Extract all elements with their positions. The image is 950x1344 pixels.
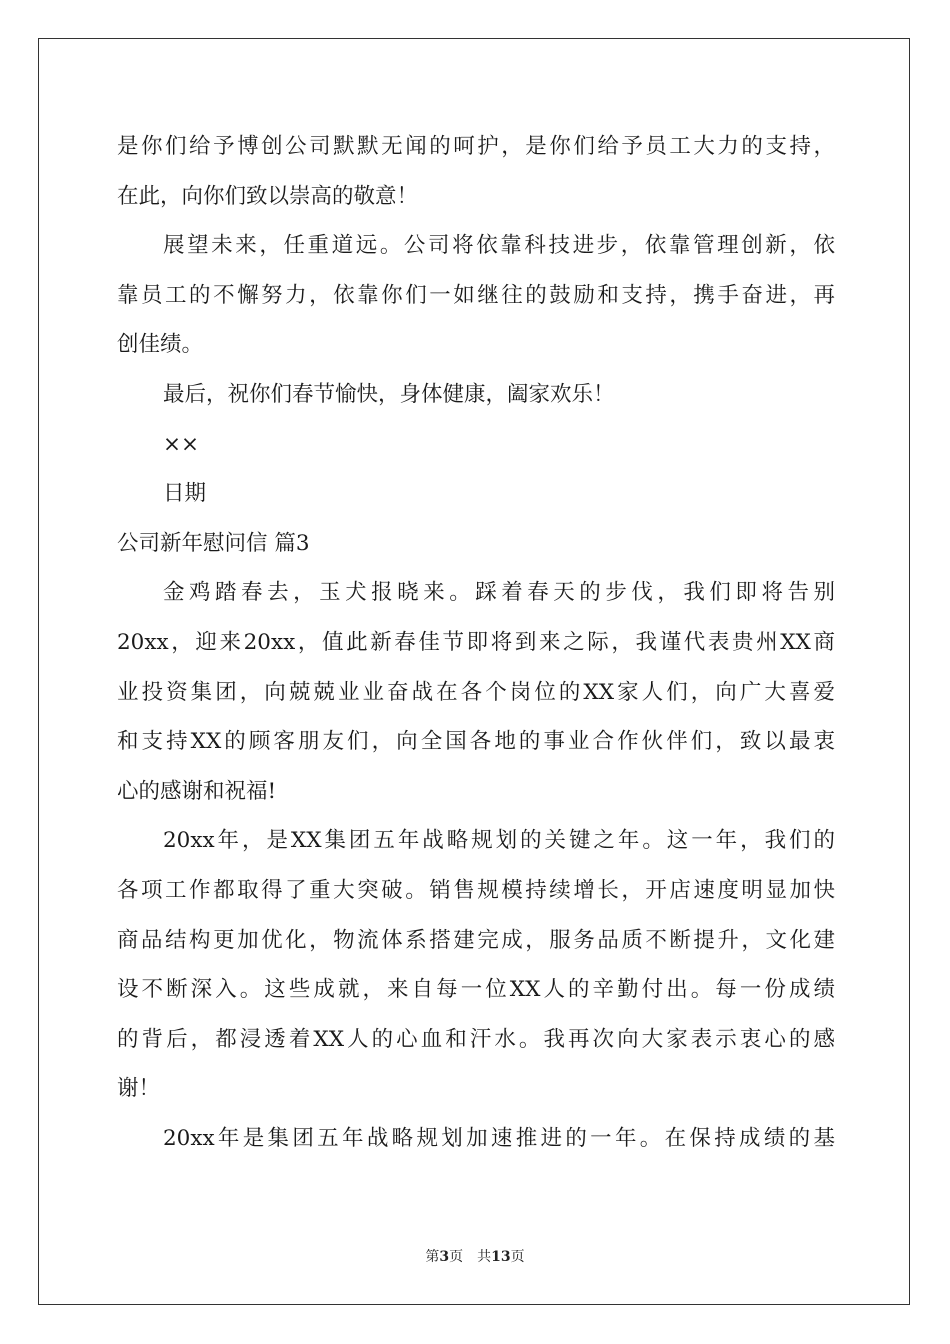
text-line: ×× — [163, 431, 200, 457]
text-line: 展望未来，任重道远。公司将依靠科技进步，依靠管理创新，依 — [163, 233, 835, 259]
page-suffix: 页 — [449, 1249, 464, 1265]
text-line: 靠员工的不懈努力，依靠你们一如继往的鼓励和支持，携手奋进，再 — [117, 282, 835, 308]
text-line: 创佳绩。 — [117, 332, 204, 358]
text-line: 心的感谢和祝福! — [117, 778, 277, 804]
total-suffix: 页 — [510, 1249, 525, 1265]
text-line: 公司新年慰问信 篇3 — [117, 530, 310, 556]
page-number: 3 — [439, 1249, 450, 1265]
text-line: 金鸡踏春去，玉犬报晓来。踩着春天的步伐，我们即将告别 — [163, 580, 835, 606]
text-line: 20xx年，是XX集团五年战略规划的关键之年。这一年，我们的 — [163, 828, 835, 854]
text-line: 是你们给予博创公司默默无闻的呵护，是你们给予员工大力的支持， — [117, 134, 835, 159]
text-line: 在此，向你们致以崇高的敬意！ — [117, 183, 419, 209]
total-prefix: 共 — [477, 1249, 492, 1265]
page-footer — [0, 1246, 950, 1266]
total-pages: 13 — [491, 1249, 511, 1265]
text-line: 业投资集团，向兢兢业业奋战在各个岗位的XX家人们，向广大喜爱 — [117, 679, 835, 705]
text-line: 日期 — [163, 481, 207, 507]
text-line: 20xx，迎来20xx，值此新春佳节即将到来之际，我谨代表贵州XX商 — [117, 629, 835, 655]
text-line: 和支持XX的顾客朋友们，向全国各地的事业合作伙伴们，致以最衷 — [117, 729, 835, 755]
text-line: 的背后，都浸透着XX人的心血和汗水。我再次向大家表示衷心的感 — [117, 1026, 835, 1052]
text-line: 20xx年是集团五年战略规划加速推进的一年。在保持成绩的基 — [163, 1125, 835, 1151]
text-line: 各项工作都取得了重大突破。销售规模持续增长，开店速度明显加快 — [117, 877, 835, 903]
text-line: 最后，祝你们春节愉快，身体健康，阖家欢乐！ — [163, 381, 615, 407]
page-prefix: 第 — [425, 1249, 440, 1265]
text-line: 设不断深入。这些成就，来自每一位XX人的辛勤付出。每一份成绩 — [117, 977, 835, 1003]
text-line: 谢！ — [117, 1076, 161, 1102]
text-line: 商品结构更加优化，物流体系搭建完成，服务品质不断提升，文化建 — [117, 927, 835, 953]
document-body — [117, 122, 835, 1163]
